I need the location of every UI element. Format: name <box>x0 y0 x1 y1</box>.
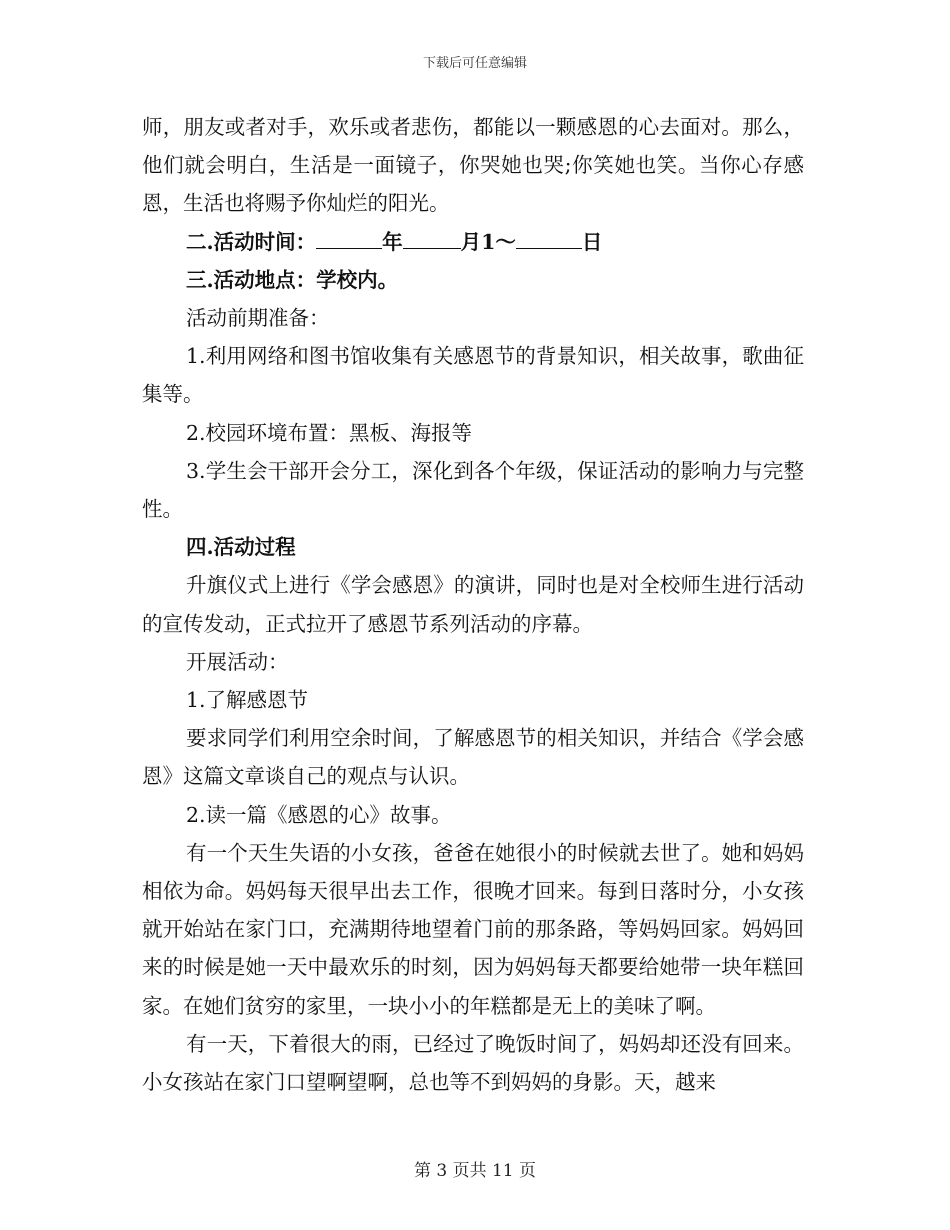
day-text: 日 <box>581 229 603 254</box>
range-text: 1～ <box>481 229 516 254</box>
activity-time-label: 二.活动时间： <box>186 229 317 254</box>
year-text: 年 <box>382 229 403 254</box>
story-paragraph-2: 有一天，下着很大的雨，已经过了晚饭时间了，妈妈却还没有回来。小女孩站在家门口望啊望啊，总也等不到妈妈的身影。天，越来 <box>142 1031 804 1095</box>
section-activity-location: 三.活动地点：学校内。 <box>186 267 399 292</box>
section-activity-process: 四.活动过程 <box>186 535 296 560</box>
activity-2-title: 2.读一篇《感恩的心》故事。 <box>186 802 452 827</box>
story-paragraph-1: 有一个天生失语的小女孩，爸爸在她很小的时候就去世了。她和妈妈相依为命。妈妈每天很早出去工作，很晚才回来。每到日落时分，小女孩就开始站在家门口，充满期待地望着门前的那条路，等妈妈回家。妈妈回来的时候是她一天中最欢乐的时刻，因为妈妈每天都要给她带一块年糕回家。在她们贫穷的家里，一块小小的年糕都是无上的美味了啊。 <box>142 840 804 1018</box>
preparation-item-3: 3.学生会干部开会分工，深化到各个年级，保证活动的影响力与完整性。 <box>142 458 804 522</box>
day-blank <box>516 226 582 249</box>
page-header: 下载后可任意编辑 <box>422 56 527 71</box>
month-text: 月 <box>460 229 482 254</box>
month-blank <box>403 226 461 249</box>
activities-heading: 开展活动： <box>186 649 289 674</box>
flag-ceremony-paragraph: 升旗仪式上进行《学会感恩》的演讲，同时也是对全校师生进行活动的宣传发动，正式拉开了感恩节系列活动的序幕。 <box>142 573 804 636</box>
section-activity-time <box>142 223 804 261</box>
activity-1-description: 要求同学们利用空余时间，了解感恩节的相关知识，并结合《学会感恩》这篇文章谈自己的观点与认识。 <box>142 726 804 789</box>
document-body <box>142 108 804 1101</box>
paragraph-intro-continued: 师，朋友或者对手，欢乐或者悲伤，都能以一颗感恩的心去面对。那么，他们就会明白，生活是一面镜子，你哭她也哭;你笑她也笑。当你心存感恩，生活也将赐予你灿烂的阳光。 <box>142 115 804 216</box>
year-blank <box>316 226 382 249</box>
preparation-heading: 活动前期准备： <box>186 306 330 331</box>
preparation-item-1: 1.利用网络和图书馆收集有关感恩节的背景知识，相关故事，歌曲征集等。 <box>142 344 804 407</box>
page-footer: 第 3 页共 11 页 <box>413 1161 537 1181</box>
preparation-item-2: 2.校园环境布置：黑板、海报等 <box>186 420 473 445</box>
activity-1-title: 1.了解感恩节 <box>186 688 309 713</box>
